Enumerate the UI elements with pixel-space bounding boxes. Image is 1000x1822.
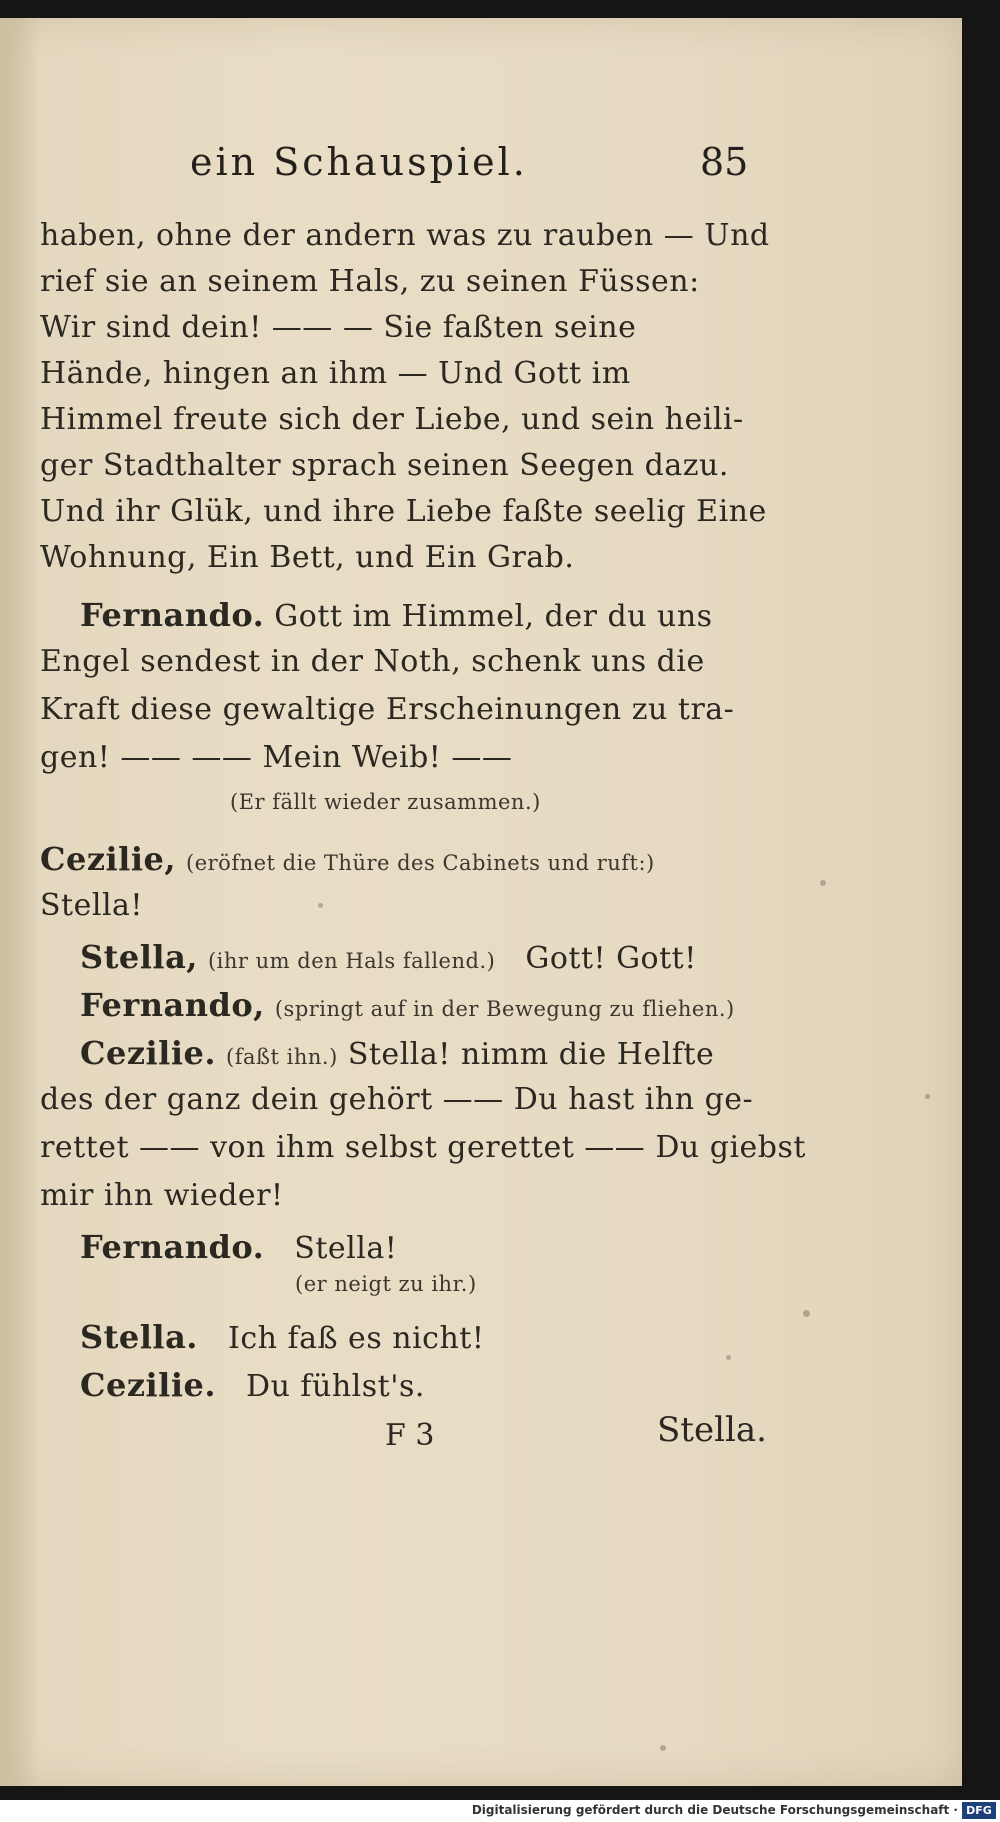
page-number: 85: [700, 140, 749, 184]
page-gutter-shadow: [0, 18, 40, 1786]
speech-line: mir ihn wieder!: [40, 1178, 284, 1213]
text-line: Hände, hingen an ihm — Und Gott im: [40, 356, 631, 391]
speech-line: des der ganz dein gehört —— Du hast ihn ge-: [40, 1082, 754, 1117]
speech-line: Kraft diese gewaltige Erscheinungen zu tra-: [40, 692, 735, 727]
stage-direction: (eröfnet die Thüre des Cabinets und ruft:): [186, 851, 655, 875]
paper-spot: [820, 880, 826, 886]
stage-direction: (springt auf in der Bewegung zu fliehen.): [274, 997, 735, 1021]
catchword: Stella.: [657, 1410, 767, 1450]
speaker-name: Fernando,: [80, 986, 265, 1024]
speech-line: [80, 1228, 397, 1266]
speech-line: [80, 986, 735, 1024]
paper-spot: [726, 1355, 731, 1360]
page-header-title: ein Schauspiel.: [190, 140, 528, 184]
paper-spot: [318, 903, 323, 908]
text-line: haben, ohne der andern was zu rauben — Und: [40, 218, 770, 253]
speech-line: Engel sendest in der Noth, schenk uns die: [40, 644, 705, 679]
text-line: Wohnung, Ein Bett, und Ein Grab.: [40, 540, 575, 575]
speech-line: [40, 840, 655, 878]
speech-text: Gott! Gott!: [525, 941, 697, 976]
speech-text: Du fühlst's.: [246, 1369, 425, 1404]
speaker-name: Stella,: [80, 938, 198, 976]
funding-credit: Digitalisierung gefördert durch die Deutsche Forschungsgemeinschaft ·: [471, 1803, 958, 1817]
speech-text: Gott im Himmel, der du uns: [274, 599, 713, 634]
speech-line: [80, 596, 713, 634]
speaker-name: Cezilie,: [40, 840, 176, 878]
speaker-name: Cezilie.: [80, 1034, 216, 1072]
dfg-logo: DFG: [962, 1802, 996, 1819]
speech-line: gen! —— —— Mein Weib! ——: [40, 740, 513, 775]
paper-spot: [925, 1094, 930, 1099]
text-line: Wir sind dein! —— — Sie faßten seine: [40, 310, 637, 345]
speaker-name: Fernando.: [80, 1228, 265, 1266]
stage-direction: (er neigt zu ihr.): [295, 1272, 477, 1296]
speech-line: [80, 938, 697, 976]
text-line: rief sie an seinem Hals, zu seinen Füssen:: [40, 264, 700, 299]
signature-mark: F 3: [385, 1418, 435, 1453]
text-line: Und ihr Glük, und ihre Liebe faßte seelig Eine: [40, 494, 767, 529]
speech-line: [80, 1366, 425, 1404]
text-line: Himmel freute sich der Liebe, und sein heili-: [40, 402, 744, 437]
stage-direction: (faßt ihn.): [226, 1045, 338, 1069]
speaker-name: Fernando.: [80, 596, 265, 634]
stage-direction: (Er fällt wieder zusammen.): [230, 790, 541, 814]
paper-spot: [660, 1745, 666, 1751]
speech-text: Stella! nimm die Helfte: [347, 1037, 715, 1072]
stage-direction: (ihr um den Hals fallend.): [207, 949, 496, 973]
footer-bar: [0, 1800, 1000, 1822]
speech-text: Ich faß es nicht!: [227, 1321, 485, 1356]
speaker-name: Stella.: [80, 1318, 198, 1356]
speaker-name: Cezilie.: [80, 1366, 216, 1404]
speech-text: Stella!: [294, 1231, 398, 1266]
speech-line: [80, 1034, 714, 1072]
speech-line: rettet —— von ihm selbst gerettet —— Du giebst: [40, 1130, 806, 1165]
speech-line: Stella!: [40, 888, 143, 923]
text-line: ger Stadthalter sprach seinen Seegen dazu.: [40, 448, 729, 483]
speech-line: [80, 1318, 484, 1356]
paper-spot: [803, 1310, 810, 1317]
